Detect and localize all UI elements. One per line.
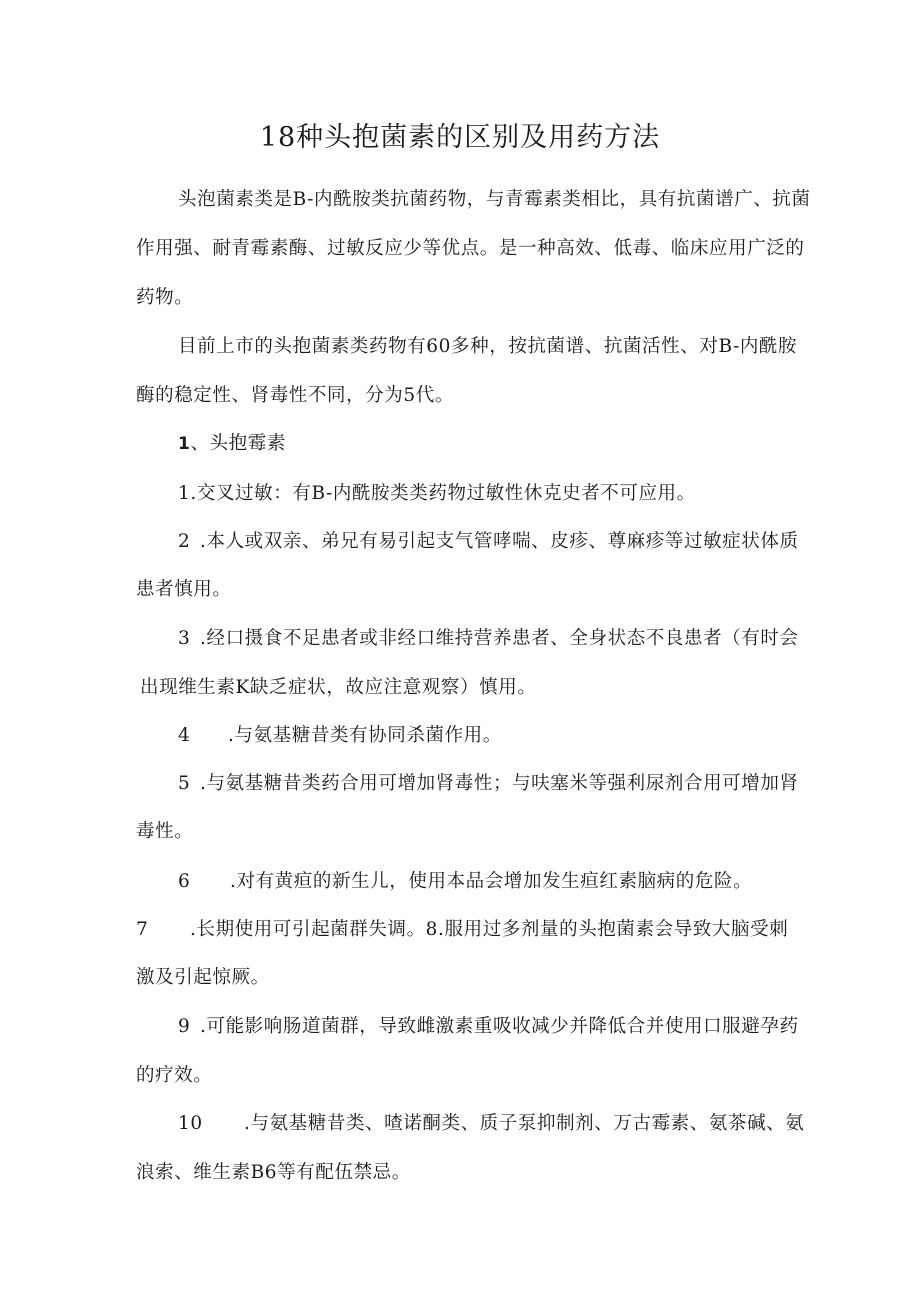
list-item-2-number: 2 [178,531,191,552]
list-item-9-number: 9 [178,1016,191,1037]
section-number: 1 [178,434,191,454]
section-heading [178,430,286,458]
list-item-9-line-2: 的疗效。 [136,1065,213,1086]
list-item-1: 1.交叉过敏：有B-内酰胺类类药物过敏性休克史者不可应用。 [178,483,696,504]
list-item-9-line-1 [178,1013,799,1041]
list-item-2-text: .本人或双亲、弟兄有易引起支气管哮喘、皮疹、尊麻疹等过敏症状体质 [200,531,799,552]
section-title: 、头抱霉素 [190,433,286,454]
list-item-3-number: 3 [178,628,191,649]
list-item-5-line-1 [178,770,799,798]
overview-line-2: 酶的稳定性、肾毒性不同，分为5代。 [136,385,454,406]
list-item-2-line-2: 患者慎用。 [136,579,232,600]
list-item-5-line-2: 毒性。 [136,821,194,842]
page-title: 18种头抱菌素的区别及用药方法 [259,122,661,153]
list-item-6-line-1 [178,868,752,896]
list-item-7-text: .长期使用可引起菌群失调。8.服用过多剂量的头抱菌素会导致大脑受刺 [190,919,789,940]
list-item-9-text: .可能影响肠道菌群，导致雌激素重吸收减少并降低合并使用口服避孕药 [200,1016,799,1037]
list-item-4-text: .与氨基糖昔类有协同杀菌作用。 [228,725,502,746]
list-item-10-number: 10 [178,1113,203,1134]
list-item-6-number: 6 [178,871,191,892]
list-item-10-line-2: 浪索、维生素B6等有配伍禁忌。 [136,1162,411,1183]
list-item-2-line-1 [178,528,799,556]
list-item-3-text: .经口摄食不足患者或非经口维持营养患者、全身状态不良患者（有时会 [200,628,799,649]
list-item-10-text: .与氨基糖昔类、喳诺酮类、质子泵抑制剂、万古霉素、氨茶碱、氨 [244,1113,805,1134]
list-item-7-line-1 [136,916,788,944]
intro-line-2: 作用强、耐青霉素酶、过敏反应少等优点。是一种高效、低毒、临床应用广泛的 [136,238,805,259]
list-item-5-text: .与氨基糖昔类药合用可增加肾毒性；与呋塞米等强利尿剂合用可增加肾 [200,773,799,794]
list-item-3-line-1 [178,625,799,653]
list-item-5-number: 5 [178,773,191,794]
list-item-4-line-1 [178,722,502,750]
list-item-3-line-2: 出现维生素K缺乏症状，故应注意观察）慎用。 [140,677,537,698]
list-item-7-number: 7 [136,919,149,940]
intro-line-1: 头泡菌素类是B-内酰胺类抗菌药物，与青霉素类相比，具有抗菌谱广、抗菌 [178,189,811,210]
list-item-10-line-1 [178,1110,804,1138]
list-item-4-number: 4 [178,725,191,746]
list-item-6-text: .对有黄疸的新生儿，使用本品会增加发生疸红素脑病的危险。 [230,871,753,892]
intro-line-3: 药物。 [136,287,194,308]
list-item-7-line-2: 激及引起惊厥。 [136,967,270,988]
overview-line-1: 目前上市的头抱菌素类药物有60多种，按抗菌谱、抗菌活性、对B-内酰胺 [178,336,798,357]
